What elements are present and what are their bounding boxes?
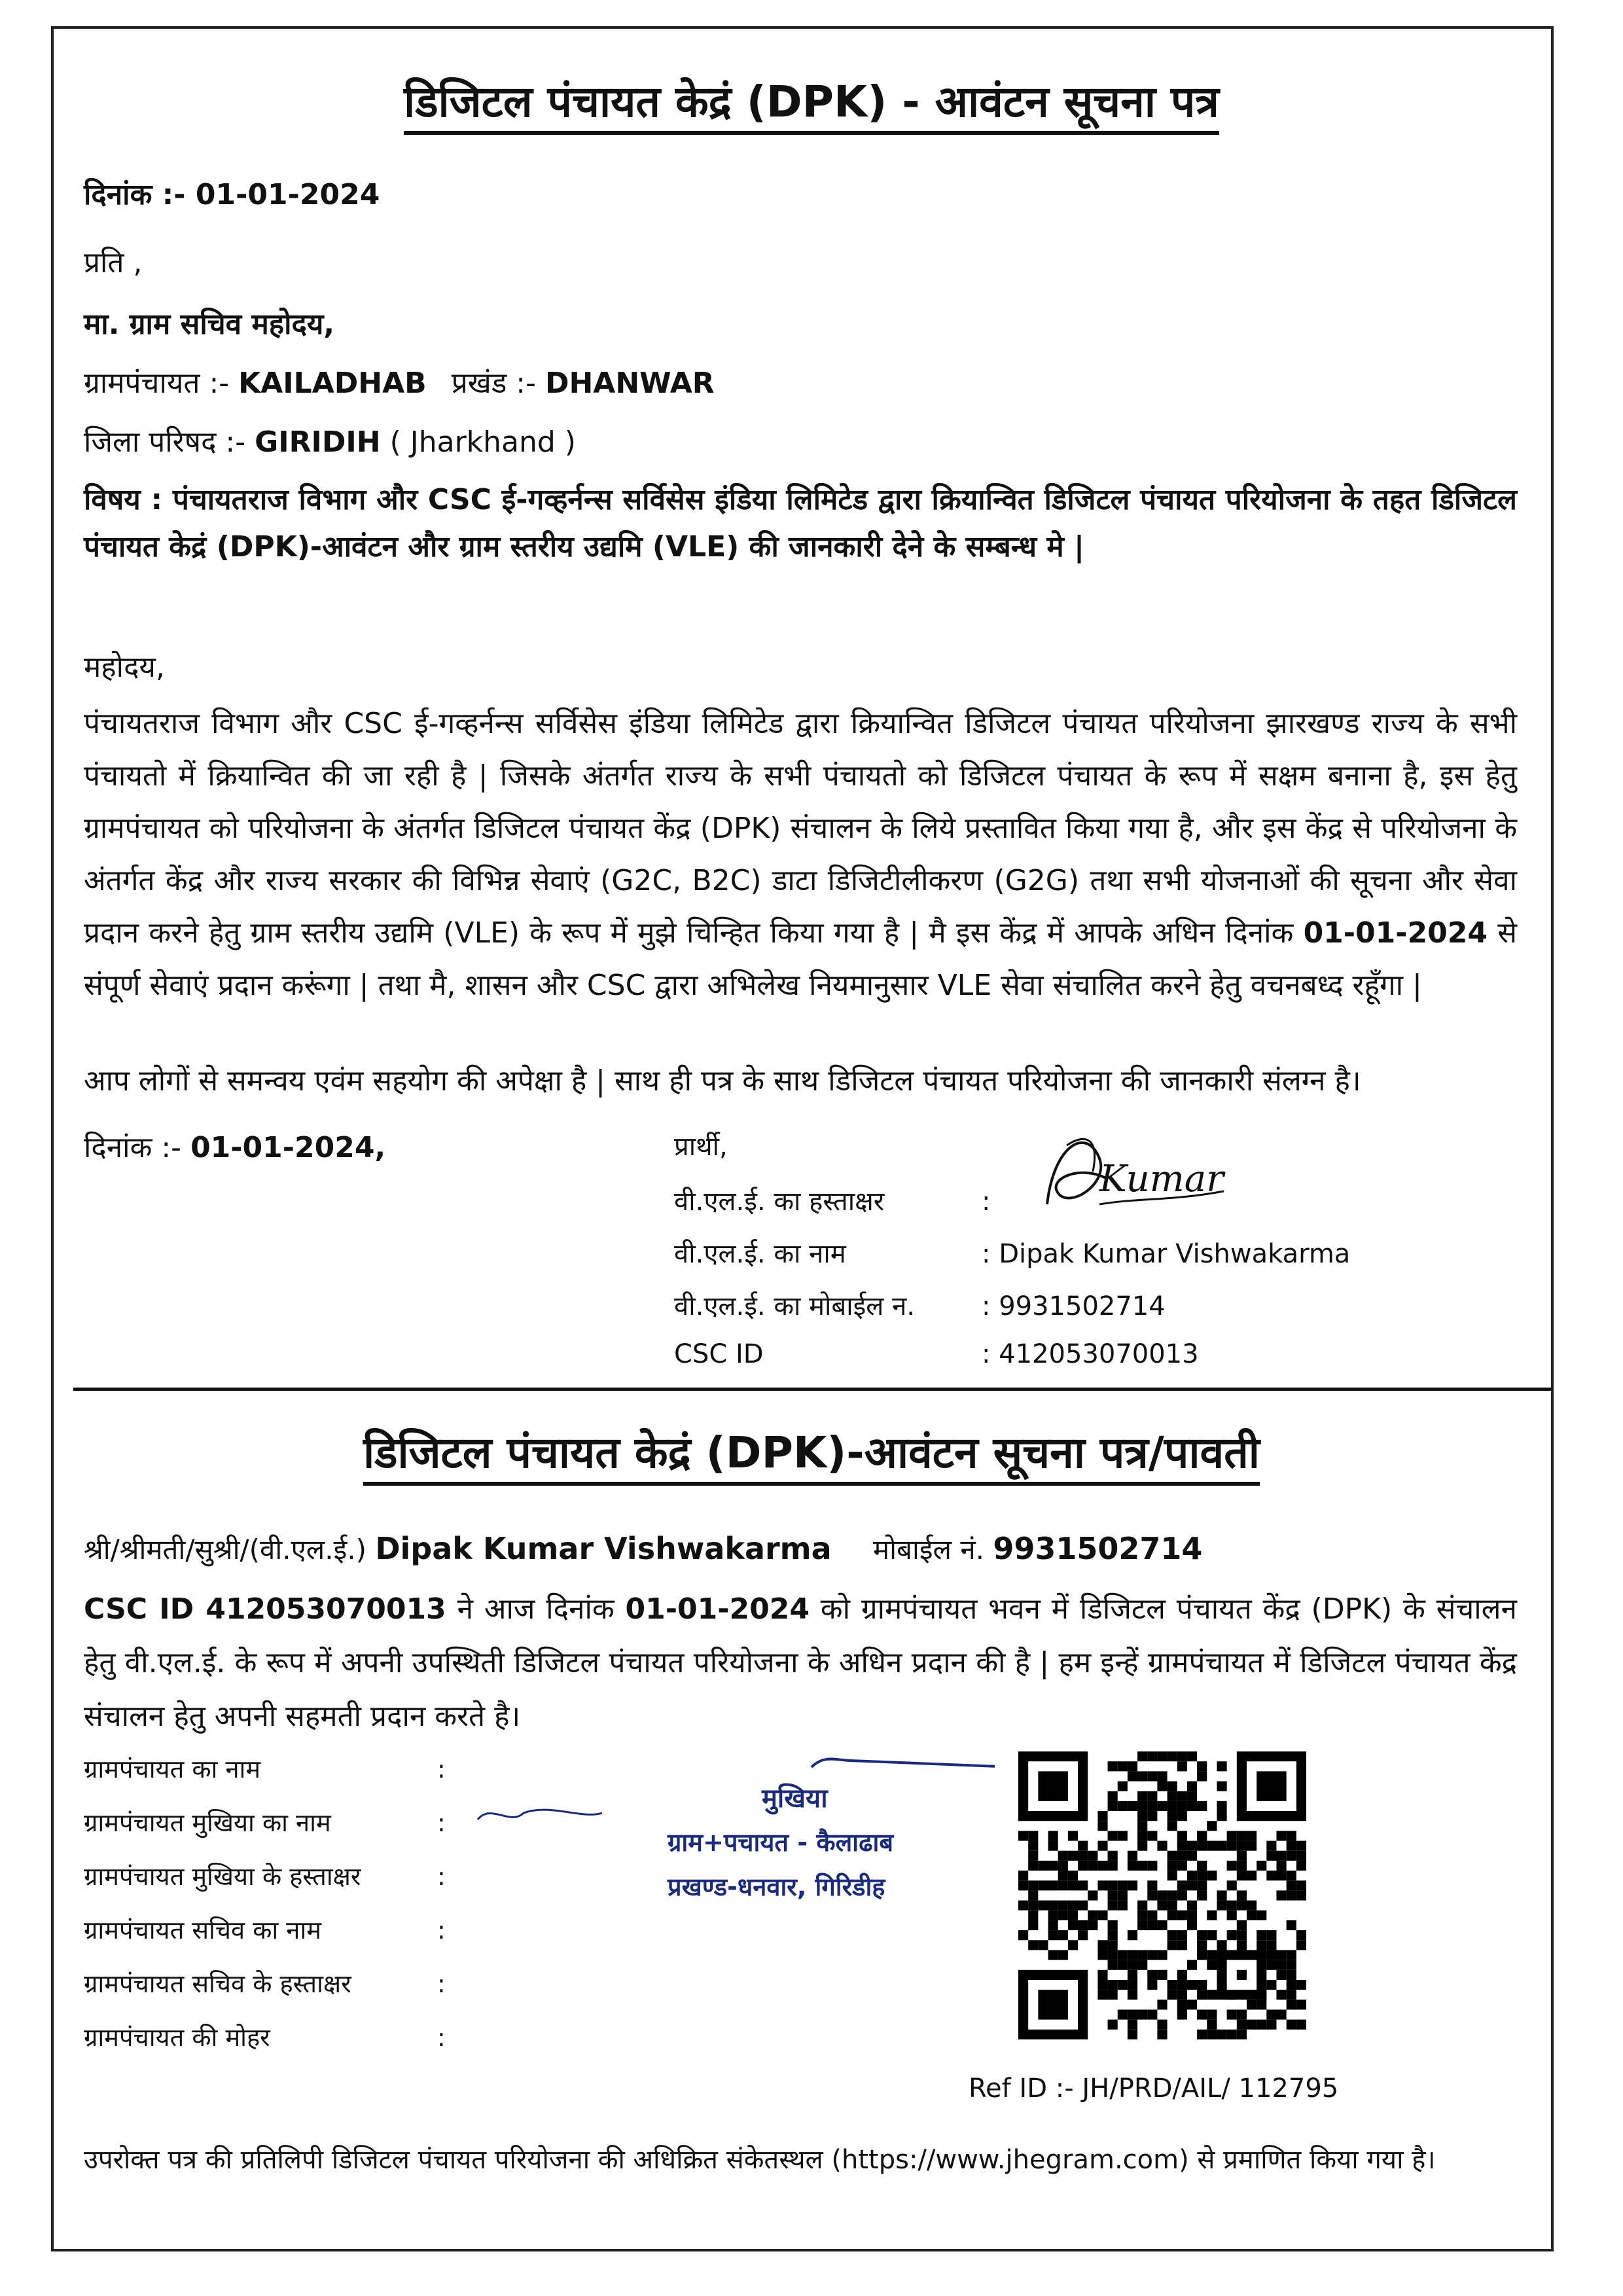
vle-name: Dipak Kumar Vishwakarma bbox=[375, 1531, 832, 1566]
vle-signature bbox=[1027, 1119, 1237, 1237]
footer-note: उपरोक्त पत्र की प्रतिलिपी डिजिटल पंचायत परियोजना की अधिक्रित संकेतस्थल (https://www.jhegram.com) से प्रमाणित किया गया है। bbox=[84, 2145, 1436, 2175]
receipt-title: डिजिटल पंचायत केद्रं (DPK)-आवंटन सूचना पत्र/पावती bbox=[0, 1422, 1623, 1480]
page-title: डिजिटल पंचायत केद्रं (DPK) - आवंटन सूचना पत्र bbox=[0, 71, 1623, 130]
gp-row bbox=[84, 2020, 446, 2054]
gp-row bbox=[84, 1966, 446, 2000]
vle-row bbox=[674, 1234, 1350, 1270]
closing-line: आप लोगों से समन्वय एवंम सहयोग की अपेक्षा है | साथ ही पत्र के साथ डिजिटल पंचायत परियोजना की जानकारी संलग्न है। bbox=[84, 1064, 1361, 1098]
state: ( Jharkhand ) bbox=[389, 425, 576, 459]
gp-value: KAILADHAB bbox=[238, 367, 427, 400]
body-paragraph: पंचायतराज विभाग और CSC ई-गव्हर्नन्स सर्विसेस इंडिया लिमिटेड द्वारा क्रियान्वित डिजिटल पंचायत परियोजना झारखण्ड राज्य के सभी पंचायतो में क्रियान्वित की जा रही है | जिसके अंतर्गत राज्य के सभी पंचायतो को डिजिटल पंचायत के रूप में सक्षम बनाना है, इस हेतु ग्रामपंचायत को परियोजना के अंतर्गत डिजिटल पंचायत केंद्र (DPK) संचालन के लिये प्रस्तावित किया गया है, और इस केंद्र से परियोजना के अंतर्गत केंद्र और राज्य सरकार की विभिन्न सेवाएं (G2C, B2C) डाटा डिजिटीलीकरण (G2G) तथा सभी योजनाओं की सूचना और सेवा प्रदान करने हेतु ग्राम स्तरीय उद्यमि (VLE) के रूप में मुझे चिन्हित किया गया है | मै इस केंद्र में आपके अधिन दिनांक 01-01-2024 से संपूर्ण सेवाएं प्रदान करूंगा | तथा मै, शासन और CSC द्वारा अभिलेख नियमानुसार VLE सेवा संचालित करने हेतु वचनबध्द रहूँगा | bbox=[84, 707, 1517, 1002]
gp-row bbox=[84, 1805, 446, 1839]
gp-row-value: : bbox=[437, 1969, 446, 1998]
date-label: दिनांक :- bbox=[84, 178, 186, 211]
footer-date: दिनांक :- 01-01-2024, bbox=[84, 1131, 386, 1164]
vle-row bbox=[674, 1182, 990, 1218]
gp-row-label: ग्रामपंचायत मुखिया का नाम bbox=[84, 1808, 331, 1837]
gp-row bbox=[84, 1912, 446, 1946]
applicant-label: प्रार्थी, bbox=[674, 1132, 728, 1162]
gp-row bbox=[84, 1751, 446, 1785]
gp-row bbox=[84, 1859, 446, 1893]
vle-row-value: : bbox=[982, 1187, 991, 1217]
gp-row-value: : bbox=[437, 1916, 446, 1945]
district-value: GIRIDIH bbox=[255, 425, 381, 459]
prati: प्रति , bbox=[84, 246, 143, 279]
stamp-line-1: मुखिया bbox=[762, 1784, 828, 1814]
vle-name-line: श्री/श्रीमती/सुश्री/(वी.एल.ई.) Dipak Kumar Vishwakarma मोबाईल नं. 9931502714 bbox=[84, 1531, 1203, 1566]
gp-row-value: : bbox=[437, 2023, 446, 2052]
gp-block-line: ग्रामपंचायत :- KAILADHAB प्रखंड :- DHANWAR bbox=[84, 367, 715, 400]
panchayat-stamp bbox=[471, 1741, 995, 1924]
gp-row-label: ग्रामपंचायत का नाम bbox=[84, 1755, 261, 1784]
gp-row-label: ग्रामपंचायत की मोहर bbox=[84, 2023, 270, 2052]
signature-text: Kumar bbox=[1099, 1158, 1224, 1200]
csc-id: CSC ID 412053070013 bbox=[84, 1592, 446, 1626]
vle-row-label: वी.एल.ई. का नाम bbox=[674, 1239, 846, 1269]
vle-mobile: 9931502714 bbox=[993, 1531, 1203, 1566]
qr-code bbox=[1018, 1751, 1306, 2039]
gp-row-label: ग्रामपंचायत मुखिया के हस्ताक्षर bbox=[84, 1862, 361, 1891]
vle-row-value: : 412053070013 bbox=[982, 1339, 1199, 1369]
vle-row-value: : Dipak Kumar Vishwakarma bbox=[982, 1239, 1351, 1269]
section-divider bbox=[73, 1388, 1552, 1391]
vle-row-label: CSC ID bbox=[674, 1339, 764, 1369]
stamp-line-2: ग्राम+पचायत - कैलाढाब bbox=[668, 1828, 894, 1857]
vle-row bbox=[674, 1287, 1166, 1323]
date-line bbox=[84, 175, 380, 215]
addressee: मा. ग्राम सचिव महोदय, bbox=[84, 308, 335, 341]
date-value: 01-01-2024 bbox=[195, 178, 380, 211]
gp-row-value: : bbox=[437, 1862, 446, 1891]
subject: विषय : पंचायतराज विभाग और CSC ई-गव्हर्नन्स सर्विसेस इंडिया लिमिटेड द्वारा क्रियान्वित डिजिटल पंचायत परियोजना के तहत डिजिटल पंचायत केद्रं (DPK)-आवंटन और ग्राम स्तरीय उद्यमि (VLE) की जानकारी देने के सम्बन्ध मे | bbox=[84, 483, 1517, 564]
ref-id: Ref ID :- JH/PRD/AIL/ 112795 bbox=[969, 2073, 1339, 2104]
vle-row bbox=[674, 1339, 1199, 1369]
vle-row-value: : 9931502714 bbox=[982, 1291, 1166, 1321]
gp-row-value: : bbox=[437, 1808, 446, 1837]
gp-row-value: : bbox=[437, 1755, 446, 1784]
vle-row-label: वी.एल.ई. का हस्ताक्षर bbox=[674, 1187, 885, 1217]
acknowledgement-paragraph: CSC ID 412053070013 ने आज दिनांक 01-01-2024 को ग्रामपंचायत भवन में डिजिटल पंचायत केंद्र (DPK) के संचालन हेतु वी.एल.ई. के रूप में अपनी उपस्थिती डिजिटल पंचायत परियोजना के अधिन प्रदान की है | हम इन्हें ग्रामपंचायत में डिजिटल पंचायत केंद्र संचालन हेतु अपनी सहमती प्रदान करते है। bbox=[84, 1592, 1517, 1733]
gp-row-label: ग्रामपंचायत सचिव के हस्ताक्षर bbox=[84, 1969, 351, 1998]
vle-row-label: वी.एल.ई. का मोबाईल न. bbox=[674, 1291, 916, 1321]
gp-row-label: ग्रामपंचायत सचिव का नाम bbox=[84, 1916, 321, 1945]
block-value: DHANWAR bbox=[544, 367, 715, 400]
stamp-line-3: प्रखण्ड-धनवार, गिरिडीह bbox=[668, 1873, 885, 1901]
body-date: 01-01-2024 bbox=[1303, 916, 1488, 950]
salutation: महोदय, bbox=[84, 651, 165, 684]
district-line: जिला परिषद :- GIRIDIH ( Jharkhand ) bbox=[84, 425, 576, 459]
